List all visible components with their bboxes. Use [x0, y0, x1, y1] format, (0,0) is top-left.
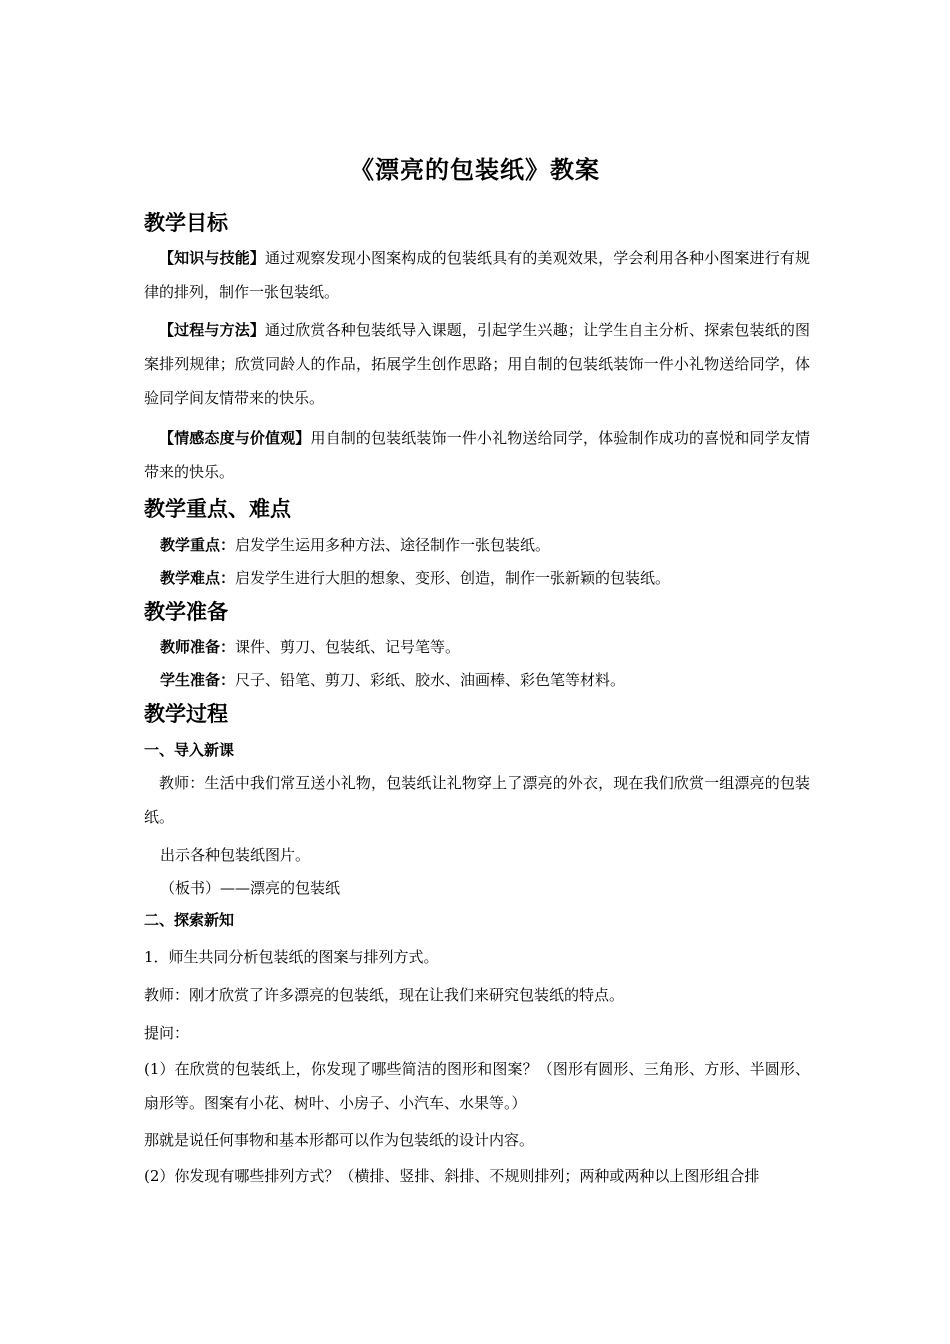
objective-process-text: 通过欣赏各种包装纸导入课题，引起学生兴趣；让学生自主分析、探索包装纸的图案排列规律；欣赏同龄人的作品，拓展学生创作思路；用自制的包装纸装饰一件小礼物送给同学，体验同学间友情带来的快乐。 [144, 321, 810, 407]
heading-preparation: 教学准备 [144, 600, 228, 624]
key-point-focus-text: 启发学生运用多种方法、途径制作一张包装纸。 [235, 536, 551, 554]
prep-student-text: 尺子、铅笔、剪刀、彩纸、胶水、油画棒、彩色笔等材料。 [235, 671, 626, 689]
part2-ask: 提问： [144, 1024, 190, 1042]
key-point-focus [160, 533, 550, 557]
heading-objectives: 教学目标 [144, 211, 228, 235]
objective-attitude [144, 421, 810, 489]
part1-show: 出示各种包装纸图片。 [160, 846, 311, 864]
heading-part1: 一、导入新课 [144, 741, 235, 759]
prep-student [160, 668, 625, 692]
objective-attitude-label: 【情感态度与价值观】 [159, 429, 311, 447]
objective-knowledge-text: 通过观察发现小图案构成的包装纸具有的美观效果，学会利用各种小图案进行有规律的排列，制作一张包装纸。 [144, 249, 810, 301]
prep-student-label: 学生准备： [160, 671, 236, 689]
key-point-focus-label: 教学重点： [160, 536, 236, 554]
key-point-difficulty-text: 启发学生进行大胆的想象、变形、创造，制作一张新颖的包装纸。 [235, 569, 671, 587]
key-point-difficulty-label: 教学难点： [160, 569, 236, 587]
heading-part2: 二、探索新知 [144, 911, 235, 929]
heading-key-points: 教学重点、难点 [144, 497, 291, 521]
part1-teacher-paragraph: 教师：生活中我们常互送小礼物，包装纸让礼物穿上了漂亮的外衣，现在我们欣赏一组漂亮的包装纸。 [144, 774, 810, 826]
part1-board: （板书）——漂亮的包装纸 [160, 879, 341, 897]
objective-attitude-text: 用自制的包装纸装饰一件小礼物送给同学，体验制作成功的喜悦和同学友情带来的快乐。 [144, 429, 810, 481]
part2-conclusion: 那就是说任何事物和基本形都可以作为包装纸的设计内容。 [144, 1131, 535, 1149]
objective-process-label: 【过程与方法】 [159, 321, 265, 339]
part2-teacher: 教师：刚才欣赏了许多漂亮的包装纸，现在让我们来研究包装纸的特点。 [144, 986, 625, 1004]
prep-teacher-label: 教师准备： [160, 638, 236, 656]
prep-teacher-text: 课件、剪刀、包装纸、记号笔等。 [235, 638, 461, 656]
key-point-difficulty [160, 566, 670, 590]
part2-question2: (2）你发现有哪些排列方式？（横排、竖排、斜排、不规则排列；两种或两种以上图形组合排 [144, 1167, 760, 1185]
objective-knowledge-label: 【知识与技能】 [159, 249, 265, 267]
prep-teacher [160, 635, 460, 659]
heading-process: 教学过程 [144, 702, 228, 726]
part2-question1: (1）在欣赏的包装纸上，你发现了哪些简洁的图形和图案？（图形有圆形、三角形、方形、半圆形、扇形等。图案有小花、树叶、小房子、小汽车、水果等。） [144, 1060, 810, 1112]
part2-step1: 1．师生共同分析包装纸的图案与排列方式。 [144, 948, 439, 966]
objective-process [144, 313, 810, 415]
document-title: 《漂亮的包装纸》教案 [350, 156, 600, 184]
objective-knowledge [144, 241, 810, 309]
